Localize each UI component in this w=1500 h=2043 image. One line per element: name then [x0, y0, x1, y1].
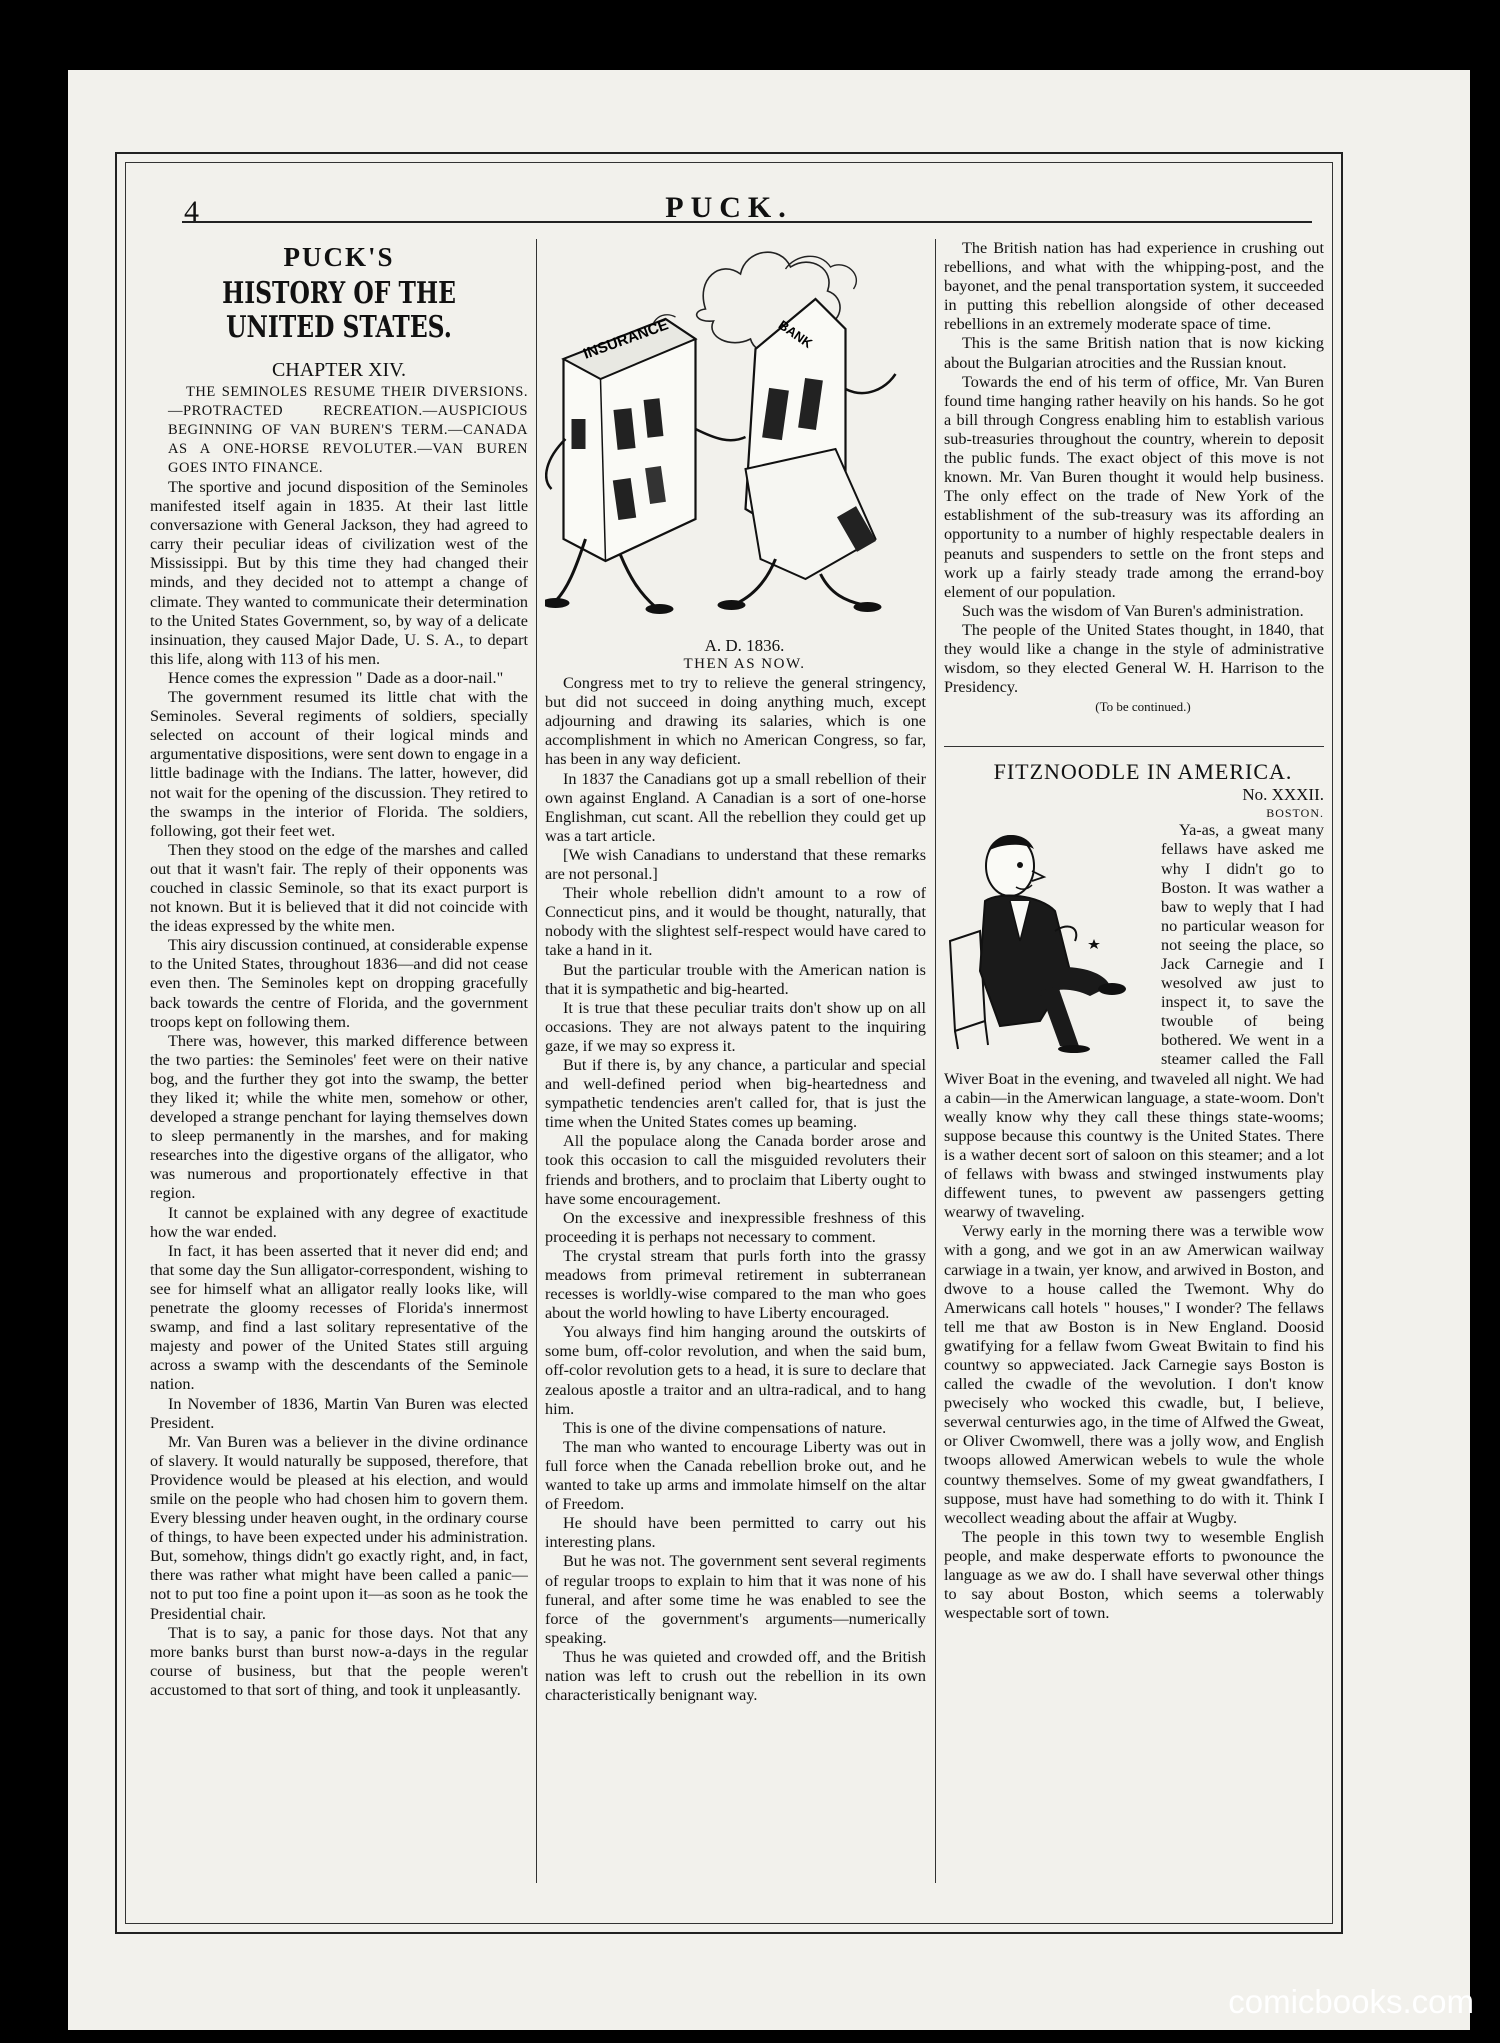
paragraph: Towards the end of his term of office, Mr. Van Buren found time hanging rather heavily on his hands. So he got a bill through Congress enabling him to establish various sub-treasuries throughout the country, wherein to deposit the public funds. The exact object of this move is not known. Mr. Van Buren thought it would help business. The only effect on the trade of New York of the establishment of the sub-treasury was its affording an opportunity to a number of highly respectable dealers in peanuts and suspenders to settle on the front steps and work up a fairly steady trade among the errand-boy element of our population.	[944, 372, 1324, 601]
paragraph: He should have been permitted to carry out his interesting plans.	[545, 1514, 926, 1552]
paragraph: Then they stood on the edge of the marshes and called out that it wasn't fair. The reply of their opponents was couched in classic Seminole, so that its exact purport is not known. But it is believed that it did not coincide with the ideas expressed by the white men.	[150, 840, 528, 936]
paragraph: In fact, it has been asserted that it never did end; and that some day the Sun alligator-correspondent, wishing to see for himself what an alligator really looks like, will penetrate the gloomy recesses of Florida's innermost swamp, and find a last solitary representative of the majesty and power of the United States still arguing across a swamp with the descendants of the Seminole nation.	[150, 1241, 528, 1394]
paragraph: This is one of the divine compensations of nature.	[563, 1418, 887, 1437]
watermark: comicbooks.com	[1228, 1983, 1474, 2020]
article-kicker: PUCK'S	[283, 242, 395, 272]
header-rule	[182, 221, 1312, 223]
paragraph: [We wish Canadians to understand that these remarks are not personal.]	[545, 845, 926, 884]
paragraph: The people in this town twy to wesemble English people, and make desperwate efforts to pwonounce the language as we aw do. I shall have severwal other things to say about Boston, which seems a tolerwably wespectable sort of town.	[944, 1527, 1324, 1623]
paragraph: But if there is, by any chance, a particular and special and well-defined period when big-heartedness and sympathetic tendencies aren't called for, that is just the time when the United States comes up beaming.	[545, 1055, 926, 1132]
paragraph: The sportive and jocund disposition of the Seminoles manifested itself again in 1835. At their last little conversazione with General Jackson, they had agreed to carry their peculiar ideas of civilization west of the Mississippi. But by this time they had changed their minds, and they decided not to attempt a change of climate. They wanted to communicate their determination to the United States Government, so, by way of a delicate insinuation, they caused Major Dade, U. S. A., to depart this life, along with 113 of his men.	[150, 478, 528, 668]
paragraph: Such was the wisdom of Van Buren's administration.	[962, 601, 1304, 620]
insurance-building	[545, 316, 746, 614]
cartoon-caption: A. D. 1836.	[704, 636, 785, 656]
paragraph: That is to say, a panic for those days. Not that any more banks burst than burst now-a-days in the regular course of business, but that the people weren't accustomed to that sort of thing, and took it unpleasantly.	[150, 1623, 528, 1699]
paragraph: But the particular trouble with the American nation is that it is sympathetic and big-hearted.	[545, 960, 926, 998]
column-3	[944, 239, 1324, 1883]
fitznoodle-number: No. XXXII.	[1242, 785, 1324, 805]
paragraph: The government resumed its little chat with the Seminoles. Several regiments of soldiers, specially selected on account of their logical minds and argumentative dispositions, were sent down to engage in a little badinage with the Indians. The latter, however, did not wait for the opening of the discussion. They retired to the swamps in the interior of Florida. The soldiers, following, got their feet wet.	[150, 688, 528, 840]
fitznoodle-location: BOSTON.	[1266, 806, 1324, 821]
column-1	[150, 239, 528, 1883]
section-divider	[944, 746, 1324, 747]
paragraph: But he was not. The government sent several regiments of regular troops to explain to him that it was none of his funeral, and after some time he was enabled to see the force of the government's arguments—numerically speaking.	[545, 1552, 926, 1647]
paragraph: This is the same British nation that is now kicking about the Bulgarian atrocities and the Russian knout.	[944, 334, 1324, 372]
paragraph: The British nation has had experience in crushing out rebellions, and what with the whipping-post, and the bayonet, and the penal transportation system, it succeeded in putting this rebellion alongside of other deceased rebellions in an extremely moderate space of time.	[944, 239, 1324, 334]
paragraph: Verwy early in the morning there was a terwible wow with a gong, and we got in an aw Amerwican wailway carwiage in a twain, yer know, and arwived in Boston, and dwove to a house called the Twemont. Why do Amerwicans call hotels " houses," I wonder? The fellaws tell me that aw Boston is in New England. Doosid gwatifying for a fellaw fwom Gweat Bwitain to find his countwy so appweciated. Jack Carnegie says Boston is called the cwadle of the wevolution. I don't know pwecisely who wocked this cwadle, but, I believe, severwal centurwies ago, in the time of Alfwed the Gweat, or Oliver Cwomwell, there was a jolly wow, and English twoops allowed Amerwican webels to wule the whole countwy themselves. Some of my gweat gwandfathers, I suppose, must have had something to do with it. Think I wecollect weading about the affair at Wugby.	[944, 1222, 1324, 1527]
paragraph: The man who wanted to encourage Liberty was out in full force when the Canada rebellion broke out, and he wanted to take up arms and immolate himself on the altar of Freedom.	[545, 1437, 926, 1514]
paragraph: This airy discussion continued, at considerable expense to the United States, throughout 1836—and did not cease even then. The Seminoles kept on dropping gracefully back towards the centre of Florida, and the government troops kept on following them.	[150, 936, 528, 1031]
paragraph: In 1837 the Canadians got up a small rebellion of their own against England. A Canadian is a sort of one-horse Englishman, cut scant. All the rebellion they could get up was a tart article.	[545, 769, 926, 845]
column-divider	[935, 239, 936, 1883]
paragraph: Ya-as, a gweat many fellaws have asked me why I didn't go to Boston. It was wather a baw to weply that I had no particular weason for not seeing the place, so Jack Carnegie and I wesolved aw just to inspect it, to save the twouble of being bothered. We went in a steamer called the Fall Wiver Boat in the evening, and twaveled all night. We had a cabin—in the Amerwican language, a state-woom. Don't weally know why they call these things state-wooms; suppose because this countwy is the United States. There is a wather decent sort of saloon on this steamer; and a lot of fellaws with bwass and stwinged instwuments play diffewent tunes, to pwevent aw passengers getting wearwy of twaveling.	[944, 821, 1324, 1222]
insurance-sign: INSURANCE	[581, 316, 671, 363]
paragraph: On the excessive and inexpressible freshness of this proceeding it is perhaps not necessary to comment.	[545, 1208, 926, 1246]
column-divider	[536, 239, 537, 1883]
paragraph: In November of 1836, Martin Van Buren was elected President.	[150, 1394, 528, 1432]
page-number: 4	[184, 195, 199, 228]
article-title: HISTORY OF THE UNITED STATES.	[222, 276, 456, 345]
masthead: PUCK.	[665, 191, 793, 224]
paragraph: There was, however, this marked difference between the two parties: the Seminoles' feet were on their native bog, and the further they got into the swamp, the better they liked it; while the white men, somehow or other, developed a strange penchant for laying themselves down to sleep permanently in the marshes, and for making researches into the digestive organs of the alligator, who was numerous and proportionately effective in that region.	[150, 1031, 528, 1203]
page-frame	[115, 152, 1343, 1934]
cartoon-subcaption: THEN AS NOW.	[683, 656, 806, 673]
column-2	[545, 239, 926, 1883]
paragraph: Their whole rebellion didn't amount to a row of Connecticut pins, and it would be thought, naturally, that nobody with the slightest self-respect would have cared to take a hand in it.	[545, 884, 926, 960]
continued-note: (To be continued.)	[1095, 699, 1191, 715]
page-header	[126, 181, 1332, 228]
paragraph: It cannot be explained with any degree of exactitude how the war ended.	[150, 1203, 528, 1241]
fitznoodle-portrait	[944, 821, 1155, 1053]
paragraph: Hence comes the expression " Dade as a door-nail."	[168, 668, 504, 687]
bank-sign: BANK	[775, 317, 816, 352]
cartoon-illustration	[545, 239, 926, 627]
paragraph: The people of the United States thought, in 1840, that they would like a change in the style of administrative wisdom, so they elected General W. H. Harrison to the Presidency.	[944, 620, 1324, 697]
fitznoodle-title: FITZNOODLE IN AMERICA.	[993, 759, 1293, 785]
paragraph: The crystal stream that purls forth into the grassy meadows from primeval retirement in subterranean recesses is worldly-wise compared to the man who goes about the world howling to have Liberty encouraged.	[545, 1246, 926, 1323]
bank-building	[718, 299, 896, 612]
page-frame-inner	[125, 162, 1333, 1924]
chapter-synopsis: THE SEMINOLES RESUME THEIR DIVERSIONS.—PROTRACTED RECREATION.—AUSPICIOUS BEGINNING OF VAN BUREN'S TERM.—CANADA AS A ONE-HORSE REVOLUTER.—VAN BUREN GOES INTO FINANCE.	[168, 384, 528, 476]
paragraph: It is true that these peculiar traits don't show up on all occasions. They are not always patent to the inquiring gaze, if we may so express it.	[545, 998, 926, 1055]
paragraph: You always find him hanging around the outskirts of some bum, off-color revolution, and when the said bum, off-color revolution gets to a head, it is sure to declare that zealous apostle a traitor and an ultra-radical, and to hang him.	[545, 1323, 926, 1418]
paragraph: Thus he was quieted and crowded off, and the British nation was left to crush out the rebellion in its own characteristically benignant way.	[545, 1647, 926, 1705]
paragraph: All the populace along the Canada border arose and took this occasion to call the misguided revoluters their friends and brothers, and to proclaim that Liberty ought to have some encouragement.	[545, 1132, 926, 1208]
paragraph: Mr. Van Buren was a believer in the divine ordinance of slavery. It would naturally be supposed, therefore, that Providence would be pleased at his election, and would smile on the people who had chosen him to govern them. Every blessing under heaven ought, in the ordinary course of things, to have been expected under his administration. But, somehow, things didn't go exactly right, and, in fact, there was rather what might have been called a panic—not to put too fine a point upon it—as soon as he took the Presidential chair.	[150, 1432, 528, 1623]
chapter-heading: CHAPTER XIV.	[271, 359, 407, 381]
paragraph: Congress met to try to relieve the general stringency, but did not succeed in doing anything much, except adjourning and drawing its salaries, which is one accomplishment in which no American Congress, so far, has been in any way deficient.	[545, 674, 926, 769]
